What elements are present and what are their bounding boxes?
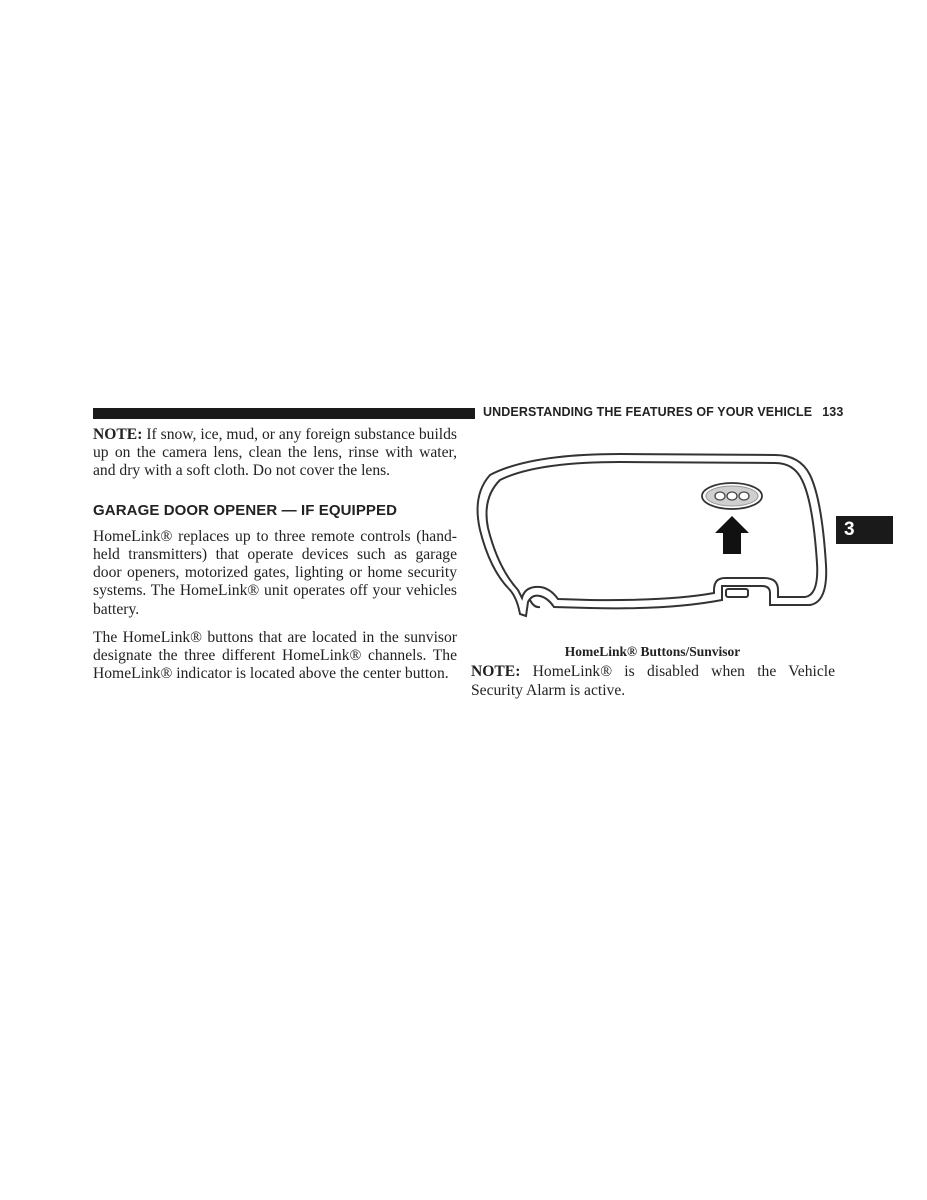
camera-note [93,426,457,481]
header-rule [93,408,475,419]
sunvisor-illustration [470,450,835,625]
homelink-button-cluster-icon [702,483,762,509]
running-header [483,405,844,419]
up-arrow-icon [715,516,749,554]
note-label: NOTE: [93,426,143,443]
section-heading: GARAGE DOOR OPENER — IF EQUIPPED [93,501,398,519]
note-text: If snow, ice, mud, or any foreign substance builds up on the camera lens, clean the lens, rinse with water, and dry with a soft cloth. Do not cover the lens. [93,426,457,480]
homelink-buttons-paragraph: The HomeLink® buttons that are located in the sunvisor designate the three different HomeLink® channels. The HomeLink® indicator is located above the center button. [93,628,457,683]
note-text: HomeLink® is disabled when the Vehicle Security Alarm is active. [471,663,835,699]
sunvisor-outline-icon [478,454,827,616]
sunvisor-figure [470,450,835,625]
running-title: UNDERSTANDING THE FEATURES OF YOUR VEHICLE [483,405,813,419]
figure-caption: HomeLink® Buttons/Sunvisor [564,644,741,659]
page-number: 133 [822,405,844,419]
homelink-intro-paragraph: HomeLink® replaces up to three remote controls (hand-held transmitters) that operate devices such as garage door openers, motorized gates, lighting or home security systems. The HomeLink® unit operates off your vehicles battery. [93,527,457,618]
left-column [93,426,457,693]
alarm-note [471,663,835,700]
note-label: NOTE: [471,663,521,680]
chapter-tab: 3 [836,516,893,544]
